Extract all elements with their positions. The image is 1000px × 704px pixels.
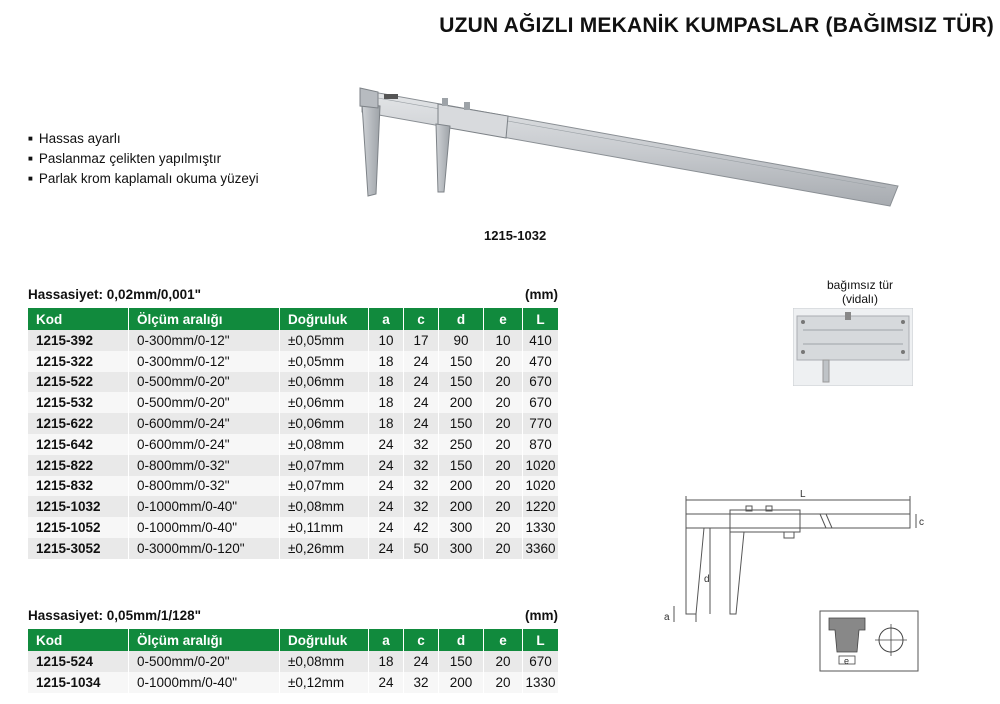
column-header: Ölçüm aralığı [129,629,280,651]
table-cell: 250 [439,434,484,455]
spec-table-1 [28,308,559,559]
table-row [28,651,559,672]
column-header: L [523,308,559,330]
product-code-cell: 1215-532 [28,392,129,413]
column-header: Kod [28,629,129,651]
table-cell: 24 [369,538,404,559]
precision-heading-text: Hassasiyet: 0,05mm/1/128" [28,608,202,623]
table-cell: 24 [369,455,404,476]
table-cell: 0-800mm/0-32" [129,476,280,497]
table-cell: 32 [404,476,439,497]
column-header: Kod [28,308,129,330]
table-cell: 0-300mm/0-12" [129,351,280,372]
inset-caption-line: bağımsız tür [826,278,894,292]
table-cell: 20 [484,434,523,455]
product-image-caption: 1215-1032 [484,228,547,243]
table-cell: 0-1000mm/0-40" [129,672,280,693]
table-cell: 0-1000mm/0-40" [129,517,280,538]
table-cell: ±0,06mm [280,392,369,413]
table-cell: ±0,07mm [280,455,369,476]
table-cell: 1220 [523,496,559,517]
table-cell: 670 [523,651,559,672]
table-cell: 17 [404,330,439,351]
table-cell: 18 [369,413,404,434]
table-cell: 10 [484,330,523,351]
feature-item: ■ Paslanmaz çelikten yapılmıştır [28,150,259,170]
table-cell: ±0,12mm [280,672,369,693]
table-cell: ±0,06mm [280,372,369,393]
column-header: e [484,308,523,330]
table-row [28,413,559,434]
product-code-cell: 1215-622 [28,413,129,434]
table-cell: 470 [523,351,559,372]
table-cell: 870 [523,434,559,455]
spec-table-2 [28,629,559,693]
dim-label-L: L [800,489,806,500]
table-cell: 20 [484,651,523,672]
table-cell: 0-300mm/0-12" [129,330,280,351]
table-cell: 0-1000mm/0-40" [129,496,280,517]
table-cell: 24 [369,476,404,497]
table-cell: 670 [523,372,559,393]
table-cell: 24 [404,651,439,672]
table-row [28,372,559,393]
inset-caption [800,278,920,306]
table-cell: 24 [369,672,404,693]
product-code-cell: 1215-392 [28,330,129,351]
table-cell: 20 [484,517,523,538]
feature-item: ■ Parlak krom kaplamalı okuma yüzeyi [28,170,259,190]
column-header: a [369,308,404,330]
table-cell: 300 [439,538,484,559]
table-cell: 0-600mm/0-24" [129,434,280,455]
product-code-cell: 1215-642 [28,434,129,455]
table-cell: 42 [404,517,439,538]
column-header: c [404,629,439,651]
table-row [28,672,559,693]
table-row [28,330,559,351]
table-cell: 24 [369,496,404,517]
table-cell: ±0,11mm [280,517,369,538]
column-header: d [439,308,484,330]
product-code-cell: 1215-832 [28,476,129,497]
dim-label-e: e [844,656,850,666]
table-cell: 32 [404,434,439,455]
table-cell: 300 [439,517,484,538]
table-cell: 0-600mm/0-24" [129,413,280,434]
table-cell: 20 [484,455,523,476]
table-cell: 1330 [523,517,559,538]
table-cell: ±0,26mm [280,538,369,559]
table-header-row [28,629,559,651]
product-code-cell: 1215-822 [28,455,129,476]
table-cell: 24 [404,392,439,413]
table-cell: 20 [484,413,523,434]
table-cell: 20 [484,351,523,372]
table-row [28,476,559,497]
table-cell: 32 [404,672,439,693]
table-cell: 410 [523,330,559,351]
product-code-cell: 1215-1052 [28,517,129,538]
table-cell: ±0,08mm [280,651,369,672]
table-header-row [28,308,559,330]
table-cell: 20 [484,476,523,497]
dim-label-d: d [704,574,710,585]
table-cell: 770 [523,413,559,434]
table-cell: 32 [404,455,439,476]
table-cell: ±0,08mm [280,496,369,517]
table-cell: 150 [439,455,484,476]
table-cell: 18 [369,392,404,413]
table-cell: 18 [369,651,404,672]
table-cell: 24 [369,434,404,455]
unit-label: (mm) [525,608,558,623]
table-cell: 0-800mm/0-32" [129,455,280,476]
table-cell: 670 [523,392,559,413]
table-cell: 20 [484,496,523,517]
table-cell: 0-500mm/0-20" [129,372,280,393]
table-cell: 150 [439,372,484,393]
table-cell: 1020 [523,455,559,476]
column-header: d [439,629,484,651]
table-cell: 200 [439,392,484,413]
column-header: e [484,629,523,651]
table-cell: ±0,06mm [280,413,369,434]
table-cell: 18 [369,351,404,372]
caliper-product-image [338,84,902,210]
precision-heading-2 [28,608,558,623]
column-header: Doğruluk [280,629,369,651]
table-cell: 20 [484,538,523,559]
product-code-cell: 1215-3052 [28,538,129,559]
table-cell: 1020 [523,476,559,497]
table-cell: ±0,05mm [280,330,369,351]
product-code-cell: 1215-1032 [28,496,129,517]
product-code-cell: 1215-522 [28,372,129,393]
column-header: c [404,308,439,330]
table-cell: 24 [404,351,439,372]
column-header: L [523,629,559,651]
unit-label: (mm) [525,287,558,302]
product-code-cell: 1215-1034 [28,672,129,693]
table-cell: 18 [369,372,404,393]
table-row [28,455,559,476]
table-row [28,351,559,372]
table-row [28,434,559,455]
table-cell: 0-500mm/0-20" [129,651,280,672]
table-cell: 50 [404,538,439,559]
table-cell: 10 [369,330,404,351]
table-cell: 150 [439,413,484,434]
table-cell: ±0,07mm [280,476,369,497]
table-row [28,392,559,413]
precision-heading-1 [28,287,558,302]
table-cell: 24 [369,517,404,538]
table-cell: 150 [439,651,484,672]
dim-label-a: a [664,612,670,623]
column-header: a [369,629,404,651]
table-cell: ±0,08mm [280,434,369,455]
page-title: UZUN AĞIZLI MEKANİK KUMPASLAR (BAĞIMSIZ TÜR) [439,14,994,37]
table-cell: 20 [484,392,523,413]
table-cell: 32 [404,496,439,517]
table-cell: 3360 [523,538,559,559]
table-cell: 200 [439,672,484,693]
table-cell: 200 [439,476,484,497]
product-code-cell: 1215-524 [28,651,129,672]
table-cell: 1330 [523,672,559,693]
feature-item: ■ Hassas ayarlı [28,130,259,150]
table-row [28,538,559,559]
table-row [28,496,559,517]
table-cell: 20 [484,672,523,693]
table-cell: 24 [404,413,439,434]
feature-list [28,130,259,190]
column-header: Ölçüm aralığı [129,308,280,330]
precision-heading-text: Hassasiyet: 0,02mm/0,001" [28,287,202,302]
table-cell: 150 [439,351,484,372]
table-cell: 24 [404,372,439,393]
table-cell: 90 [439,330,484,351]
table-cell: 0-3000mm/0-120" [129,538,280,559]
table-cell: 200 [439,496,484,517]
jaw-detail-drawing [819,610,919,672]
table-cell: ±0,05mm [280,351,369,372]
table-cell: 0-500mm/0-20" [129,392,280,413]
product-code-cell: 1215-322 [28,351,129,372]
table-cell: 20 [484,372,523,393]
column-header: Doğruluk [280,308,369,330]
table-row [28,517,559,538]
inset-caption-line: (vidalı) [841,292,878,306]
screw-type-photo [793,308,913,386]
dim-label-c: c [919,517,924,528]
